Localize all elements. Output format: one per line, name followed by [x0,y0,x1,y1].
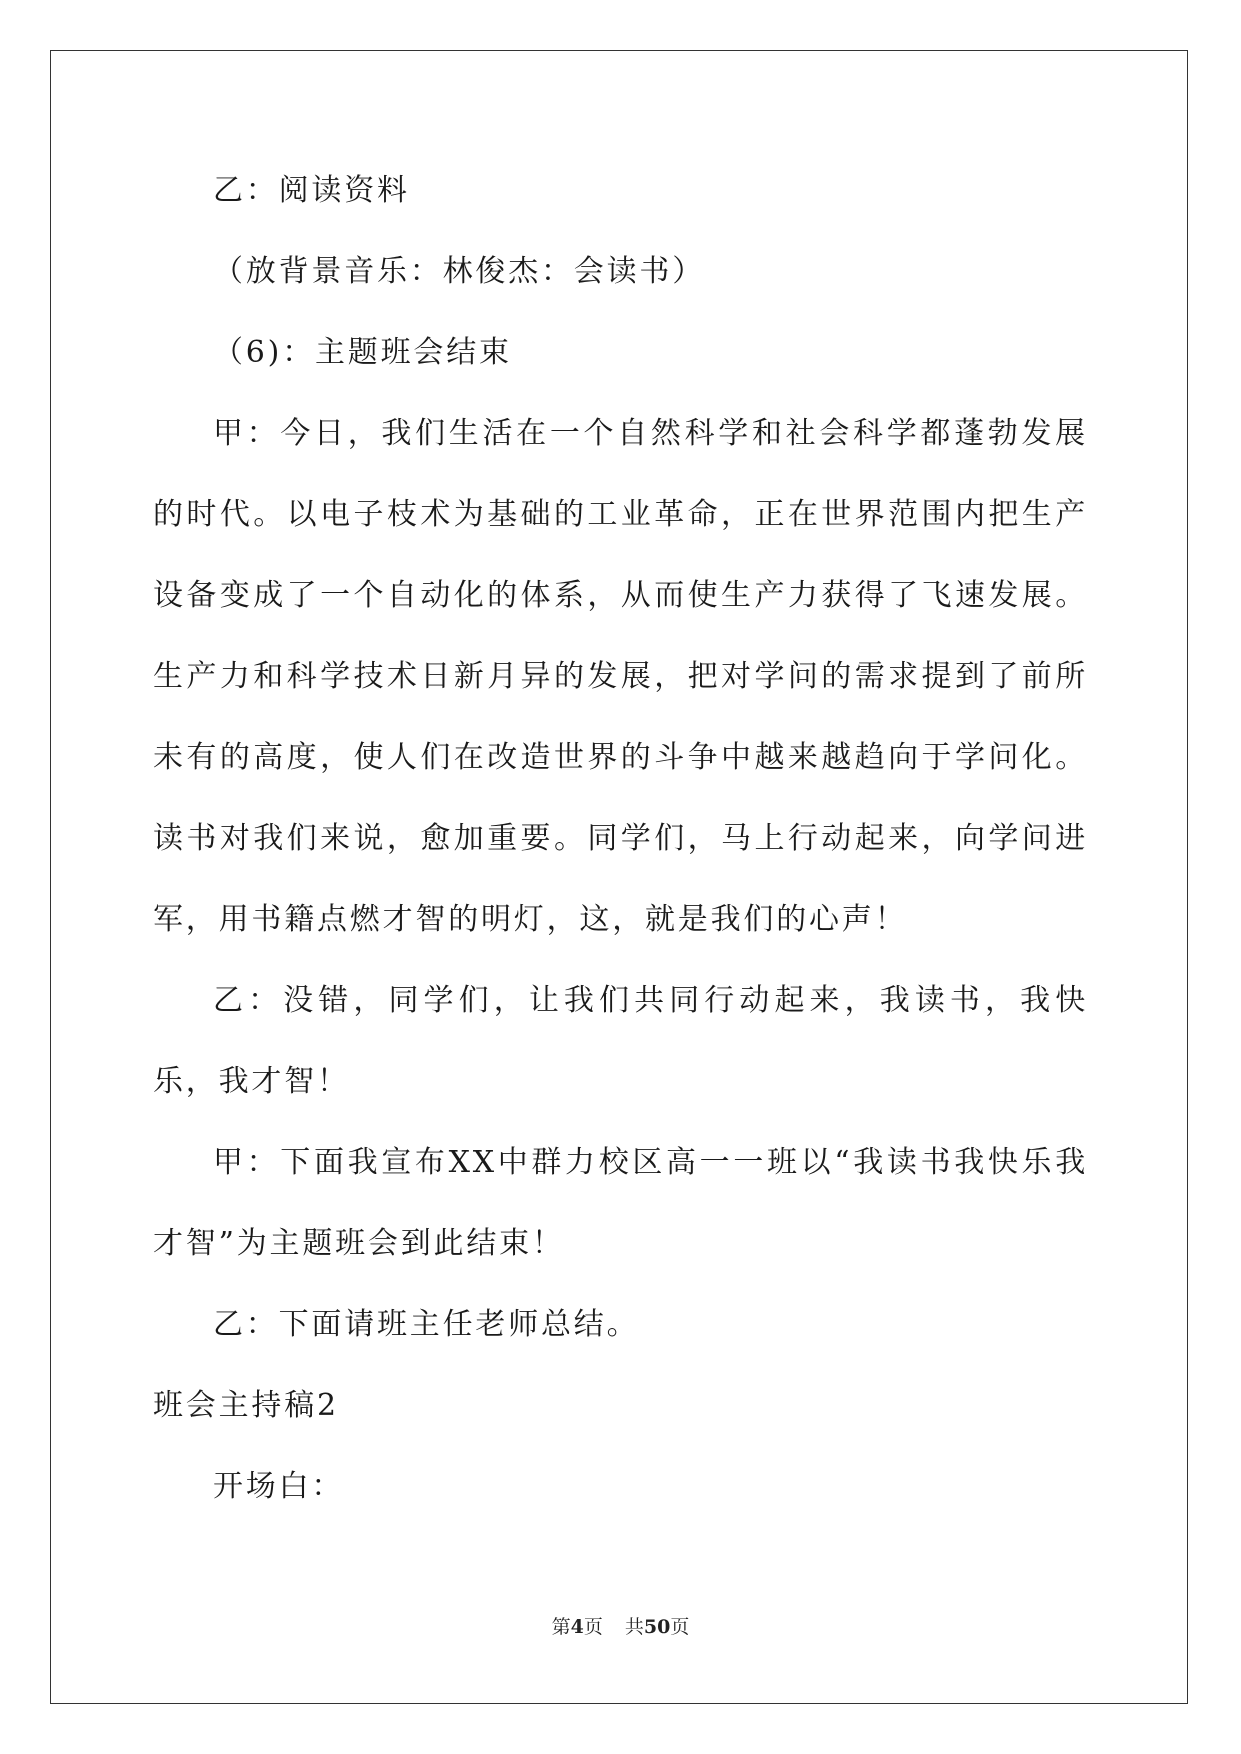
page-prefix: 第 [551,1616,571,1638]
page-suffix: 页 [583,1616,603,1638]
total-prefix: 共 [624,1616,644,1638]
paragraph: 乙：阅读资料 [213,173,410,208]
total-suffix: 页 [670,1616,690,1638]
paragraph: （6)：主题班会结束 [213,335,512,370]
section-heading: 班会主持稿2 [153,1388,339,1423]
paragraph: 乙：下面请班主任老师总结。 [213,1307,640,1342]
paragraph: 甲：今日，我们生活在一个自然科学和社会科学都蓬勃发展的时代。以电子枝术为基础的工业革命，正在世界范围内把生产设备变成了一个自动化的体系，从而使生产力获得了飞速发展。生产力和科学技术日新月异的发展，把对学问的需求提到了前所未有的高度，使人们在改造世界的斗争中越来越趋向于学问化。读书对我们来说，愈加重要。同学们，马上行动起来，向学问进军，用书籍点燃才智的明灯，这，就是我们的心声！ [153,416,1088,937]
paragraph: 开场白： [213,1469,345,1504]
paragraph: 甲：下面我宣布XX中群力校区高一一班以“我读书我快乐我才智”为主题班会到此结束！ [153,1145,1088,1261]
document-body [153,150,1088,1527]
total-page-count: 50 [643,1616,671,1638]
page-footer [0,1612,1241,1639]
current-page-number: 4 [570,1616,584,1638]
paragraph: （放背景音乐：林俊杰：会读书） [213,254,705,289]
paragraph: 乙：没错，同学们，让我们共同行动起来，我读书，我快乐，我才智！ [153,983,1088,1099]
